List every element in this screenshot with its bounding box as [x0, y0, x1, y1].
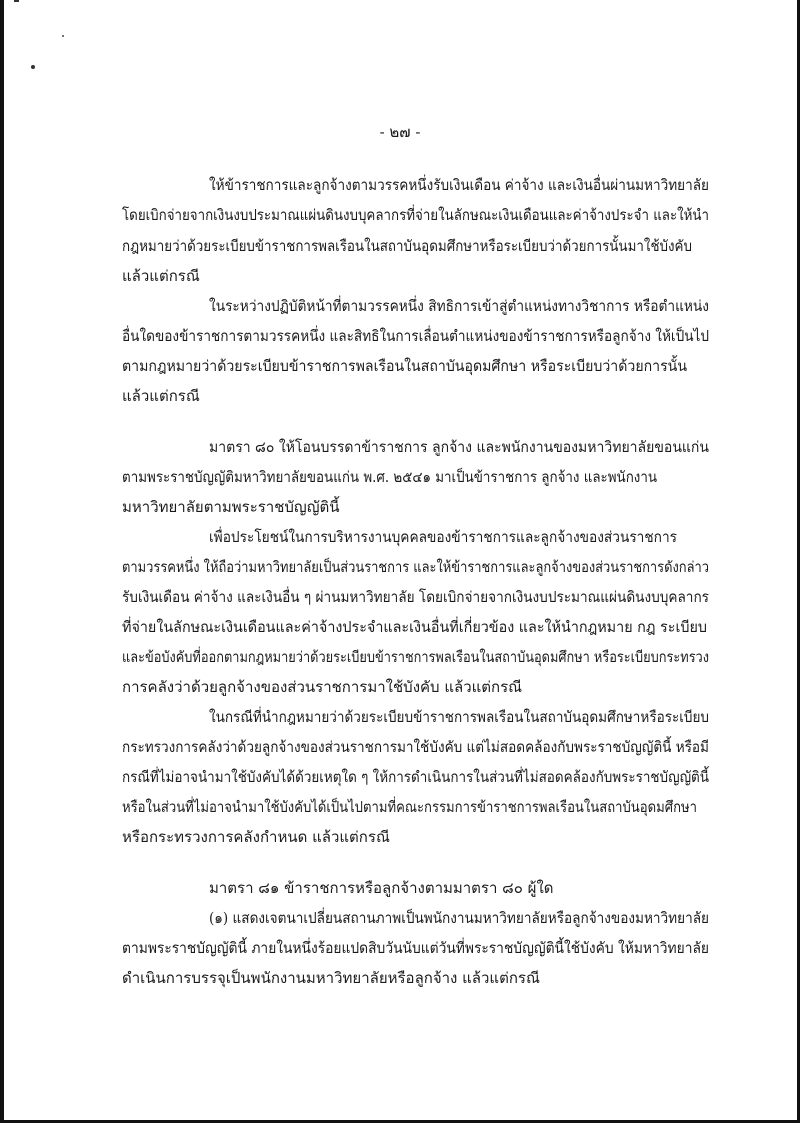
text-line: ตามพระราชบัญญัตินี้ ภายในหนึ่งร้อยแปดสิบวันนับแต่วันที่พระราชบัญญัตินี้ใช้บังคับ ให้มหาวิทยาลัย — [122, 939, 709, 957]
text-line: ที่จ่ายในลักษณะเงินเดือนและค่าจ้างประจำและเงินอื่นที่เกี่ยวข้อง และให้นำกฎหมาย กฎ ระเบียบ — [122, 618, 707, 636]
text-line: กฎหมายว่าด้วยระเบียบข้าราชการพลเรือนในสถาบันอุดมศึกษาหรือระเบียบว่าด้วยการนั้นมาใช้บังคับ — [122, 237, 692, 255]
text-line: ในระหว่างปฏิบัติหน้าที่ตามวรรคหนึ่ง สิทธิการเข้าสู่ตำแหน่งทางวิชาการ หรือตำแหน่ง — [209, 297, 709, 315]
text-line: ในกรณีที่นำกฎหมายว่าด้วยระเบียบข้าราชการพลเรือนในสถาบันอุดมศึกษาหรือระเบียบ — [209, 708, 709, 726]
text-line: มหาวิทยาลัยตามพระราชบัญญัตินี้ — [122, 498, 340, 516]
section-heading-line: มาตรา ๘๑ ข้าราชการหรือลูกจ้างตามมาตรา ๘๐ ผู้ใด — [209, 879, 554, 897]
text-line: และข้อบังคับที่ออกตามกฎหมายว่าด้วยระเบียบข้าราชการพลเรือนในสถาบันอุดมศึกษา หรือระเบียบกระทรวง — [122, 648, 709, 666]
text-line: กระทรวงการคลังว่าด้วยลูกจ้างของส่วนราชการมาใช้บังคับ แต่ไม่สอดคล้องกับพระราชบัญญัตินี้ หรือมี — [122, 738, 709, 756]
text-line: ให้ข้าราชการและลูกจ้างตามวรรคหนึ่งรับเงินเดือน ค่าจ้าง และเงินอื่นผ่านมหาวิทยาลัย — [209, 176, 709, 194]
text-line: กรณีที่ไม่อาจนำมาใช้บังคับได้ด้วยเหตุใด ๆ ให้การดำเนินการในส่วนที่ไม่สอดคล้องกับพระราชบัญญัตินี้ — [122, 768, 709, 786]
text-line: ตามกฎหมายว่าด้วยระเบียบข้าราชการพลเรือนในสถาบันอุดมศึกษา หรือระเบียบว่าด้วยการนั้น — [122, 357, 687, 375]
scan-speck — [31, 65, 35, 69]
text-line: ตามพระราชบัญญัติมหาวิทยาลัยขอนแก่น พ.ศ. ๒๕๔๑ มาเป็นข้าราชการ ลูกจ้าง และพนักงาน — [122, 468, 657, 486]
text-line: หรือในส่วนที่ไม่อาจนำมาใช้บังคับได้เป็นไปตามที่คณะกรรมการข้าราชการพลเรือนในสถาบันอุดมศึกษา — [122, 798, 697, 816]
text-line: (๑) แสดงเจตนาเปลี่ยนสถานภาพเป็นพนักงานมหาวิทยาลัยหรือลูกจ้างของมหาวิทยาลัย — [209, 909, 709, 927]
text-line: เพื่อประโยชน์ในการบริหารงานบุคคลของข้าราชการและลูกจ้างของส่วนราชการ — [209, 528, 677, 546]
text-line: แล้วแต่กรณี — [122, 267, 200, 285]
scan-speck — [62, 35, 64, 37]
text-line: การคลังว่าด้วยลูกจ้างของส่วนราชการมาใช้บังคับ แล้วแต่กรณี — [122, 678, 523, 696]
text-line: หรือกระทรวงการคลังกำหนด แล้วแต่กรณี — [122, 828, 390, 846]
scan-mark — [14, 0, 19, 2]
section-heading-line: มาตรา ๘๐ ให้โอนบรรดาข้าราชการ ลูกจ้าง และพนักงานของมหาวิทยาลัยขอนแก่น — [209, 438, 709, 456]
text-line: ดำเนินการบรรจุเป็นพนักงานมหาวิทยาลัยหรือลูกจ้าง แล้วแต่กรณี — [122, 969, 540, 987]
text-line: อื่นใดของข้าราชการตามวรรคหนึ่ง และสิทธิในการเลื่อนตำแหน่งของข้าราชการหรือลูกจ้าง ให้เป็นไป — [122, 327, 709, 345]
text-line: รับเงินเดือน ค่าจ้าง และเงินอื่น ๆ ผ่านมหาวิทยาลัย โดยเบิกจ่ายจากเงินงบประมาณแผ่นดินงบบุคลากร — [122, 588, 709, 606]
text-line: โดยเบิกจ่ายจากเงินงบประมาณแผ่นดินงบบุคลากรที่จ่ายในลักษณะเงินเดือนและค่าจ้างประจำ และให้นำ — [122, 206, 709, 224]
text-line: แล้วแต่กรณี — [122, 387, 200, 405]
text-line: ตามวรรคหนึ่ง ให้ถือว่ามหาวิทยาลัยเป็นส่วนราชการ และให้ข้าราชการและลูกจ้างของส่วนราชการดังกล่าว — [122, 558, 709, 576]
page-number: - ๒๗ - — [379, 123, 421, 141]
